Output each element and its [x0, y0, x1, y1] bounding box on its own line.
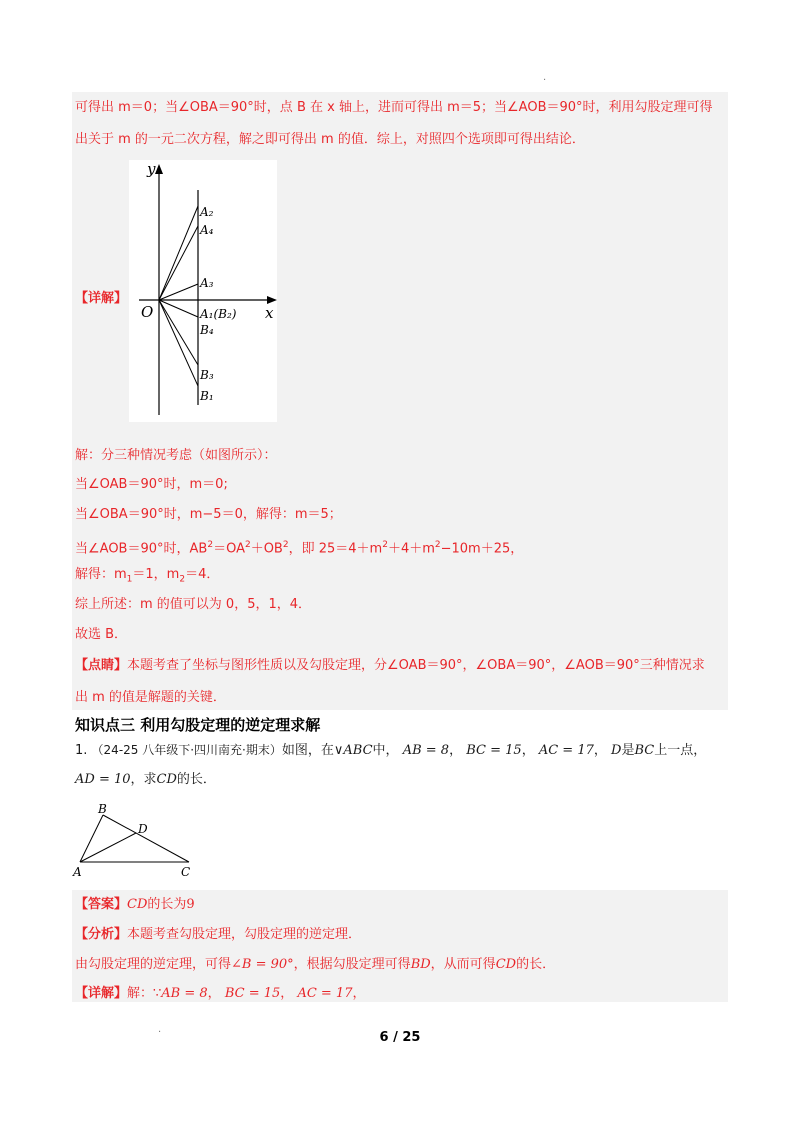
answer-line: 【答案】CD的长为9	[75, 897, 195, 912]
solution-line-3: 当∠OBA＝90°时，m−5＝0，解得：m＝5；	[75, 507, 342, 522]
coordinate-diagram	[129, 160, 277, 422]
detail-tag: 【详解】	[75, 291, 128, 306]
label-a4: A₄	[200, 223, 214, 237]
detail2-line: 【详解】解：∵AB = 8， BC = 15， AC = 17，	[75, 986, 366, 1001]
analysis-line-2: 由勾股定理的逆定理，可得∠B = 90°，根据勾股定理可得BD，从而可得CD的长．	[75, 957, 556, 972]
label-a1-b2: A₁(B₂)	[200, 307, 237, 321]
label-b4: B₄	[200, 323, 214, 337]
label-a2: A₂	[200, 205, 214, 219]
solution-line-2: 当∠OAB＝90°时，m＝0;	[75, 477, 228, 492]
top-dot: .	[543, 72, 547, 83]
vertex-c-label: C	[181, 865, 191, 879]
comment-tag: 【点睛】	[75, 658, 128, 673]
origin-label: O	[141, 303, 154, 321]
point-d-label: D	[138, 822, 148, 836]
problem-line-1: 1. （24-25 八年级下·四川南充·期末）如图，在∨ABC中， AB = 8， BC = 15， AC = 17， D是BC上一点，	[75, 743, 707, 758]
comment-line-2: 出 m 的值是解题的关键．	[75, 690, 226, 705]
page-number: 6 / 25	[379, 1030, 421, 1045]
label-a3: A₃	[200, 276, 214, 290]
analysis-tag: 【分析】	[75, 927, 128, 942]
label-b3: B₃	[200, 368, 214, 382]
solution-line-4: 当∠AOB＝90°时，$AB^2=OA^2+OB^2$，即 $25=4+m^2+4+m^2-10m+25$，	[75, 540, 524, 557]
solution-line-1: 解：分三种情况考虑（如图所示）：	[75, 448, 277, 463]
y-axis-label: y	[147, 160, 156, 178]
problem-line-2: AD = 10，求CD的长．	[75, 772, 216, 787]
coordinate-figure	[129, 160, 277, 422]
analysis-line-1: 【分析】本题考查勾股定理，勾股定理的逆定理．	[75, 927, 362, 942]
answer-tag: 【答案】	[75, 897, 128, 912]
vertex-a-label: A	[73, 865, 82, 879]
solution-line-7: 故选 B．	[75, 627, 128, 642]
solution-line-6: 综上所述：m 的值可以为 0，5，1，4．	[75, 597, 312, 612]
intro-line-2: 出关于 m 的一元二次方程，解之即可得出 m 的值．综上，对照四个选项即可得出结论．	[75, 132, 585, 147]
x-axis-label: x	[265, 304, 274, 322]
section-heading: 知识点三 利用勾股定理的逆定理求解	[75, 716, 321, 734]
bottom-dot: .	[158, 1024, 162, 1035]
intro-line-1: 可得出 m＝0；当∠OBA＝90°时，点 B 在 x 轴上，进而可得出 m＝5；当∠AOB＝90°时，利用勾股定理可得	[75, 100, 713, 115]
vertex-b-label: B	[98, 802, 107, 816]
comment-line-1: 【点睛】本题考查了坐标与图形性质以及勾股定理，分∠OAB＝90°，∠OBA＝90°，∠AOB＝90°三种情况求	[75, 658, 705, 673]
detail2-tag: 【详解】	[75, 986, 128, 1001]
solution-line-5: 解得：$m_1=1$，$m_2=4$．	[75, 567, 220, 585]
triangle-diagram	[70, 800, 200, 882]
triangle-figure	[70, 800, 200, 882]
label-b1: B₁	[200, 389, 214, 403]
